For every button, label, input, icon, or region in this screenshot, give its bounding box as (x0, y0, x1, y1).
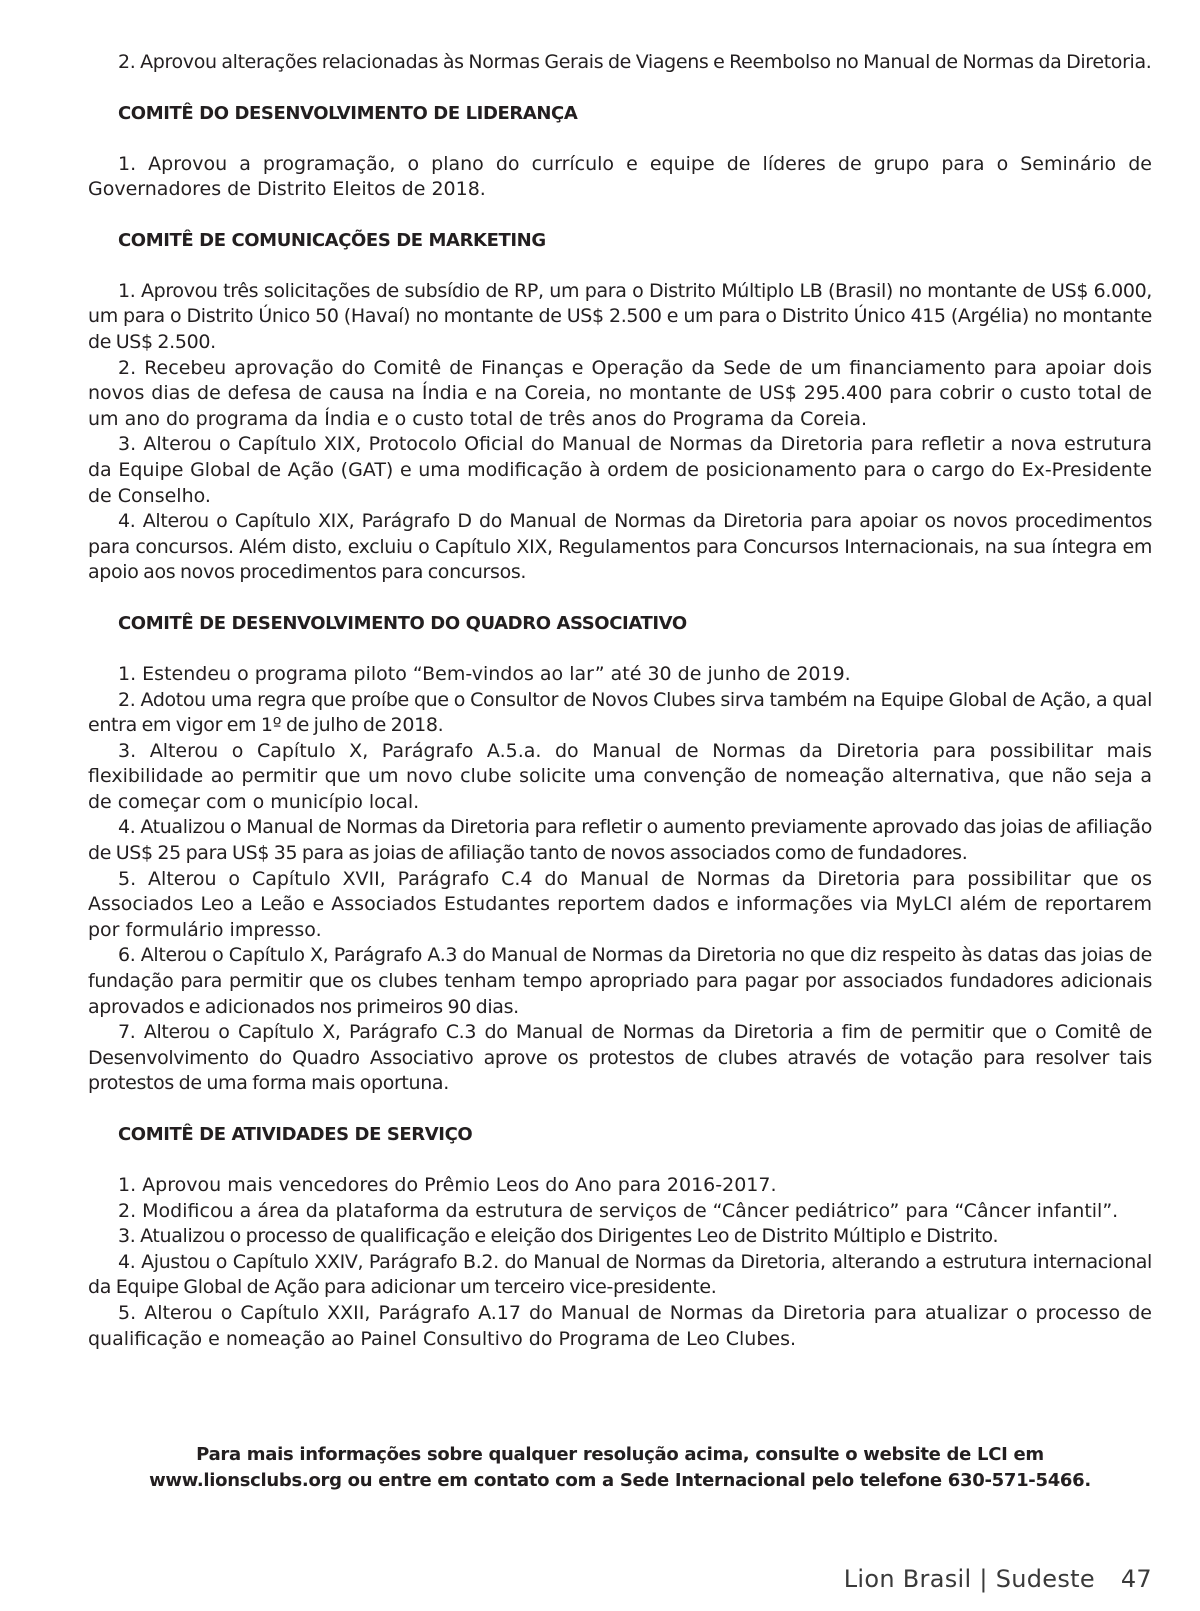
marketing-item-4: 4. Alterou o Capítulo XIX, Parágrafo D do Manual de Normas da Diretoria para apoiar os novos procedimentos para concursos. Além disto, excluiu o Capítulo XIX, Regulamentos para Concursos Internacionais, na sua íntegra em apoio aos novos procedimentos para concursos. (88, 510, 1152, 584)
page-footer (844, 1565, 1152, 1593)
section-title-lideranca: COMITÊ DO DESENVOLVIMENTO DE LIDERANÇA (118, 102, 578, 124)
document-body (88, 50, 1152, 1352)
marketing-item-2: 2. Recebeu aprovação do Comitê de Finanças e Operação da Sede de um financiamento para apoiar dois novos dias de defesa de causa na Índia e na Coreia, no montante de US$ 295.400 para cobrir o custo total de um ano do programa da Índia e o custo total de três anos do Programa da Coreia. (88, 356, 1152, 430)
servico-item-3: 3. Atualizou o processo de qualificação e eleição dos Dirigentes Leo de Distrito Múltiplo e Distrito. (118, 1225, 999, 1248)
section-title-quadro: COMITÊ DE DESENVOLVIMENTO DO QUADRO ASSOCIATIVO (118, 612, 687, 634)
servico-item-1: 1. Aprovou mais vencedores do Prêmio Leos do Ano para 2016-2017. (118, 1174, 777, 1196)
publication-name: Lion Brasil | Sudeste (843, 1565, 1095, 1593)
servico-item-2: 2. Modificou a área da plataforma da estrutura de serviços de “Câncer pediátrico” para “Câncer infantil”. (118, 1199, 1119, 1222)
quadro-item-4: 4. Atualizou o Manual de Normas da Diretoria para refletir o aumento previamente aprovado das joias de afiliação de US$ 25 para US$ 35 para as joias de afiliação tanto de novos associados como de fundadores. (88, 816, 1152, 865)
contact-note-line-1: Para mais informações sobre qualquer resolução acima, consulte o website de LCI em (196, 1444, 1044, 1465)
intro-item-2: 2. Aprovou alterações relacionadas às Normas Gerais de Viagens e Reembolso no Manual de Normas da Diretoria. (118, 51, 1152, 73)
section-title-servico: COMITÊ DE ATIVIDADES DE SERVIÇO (118, 1124, 473, 1145)
section-title-marketing: COMITÊ DE COMUNICAÇÕES DE MARKETING (118, 229, 546, 251)
contact-note (88, 1442, 1152, 1494)
quadro-item-7: 7. Alterou o Capítulo X, Parágrafo C.3 do Manual de Normas da Diretoria a fim de permitir que o Comitê de Desenvolvimento do Quadro Associativo aprove os protestos de clubes através de votação para resolver tais protestos de uma forma mais oportuna. (88, 1021, 1152, 1095)
marketing-item-1: 1. Aprovou três solicitações de subsídio de RP, um para o Distrito Múltiplo LB (Brasil) no montante de US$ 6.000, um para o Distrito Único 50 (Havaí) no montante de US$ 2.500 e um para o Distrito Único 415 (Argélia) no montante de US$ 2.500. (88, 279, 1152, 353)
lideranca-item-1: 1. Aprovou a programação, o plano do currículo e equipe de líderes de grupo para o Seminário de Governadores de Distrito Eleitos de 2018. (88, 152, 1152, 201)
quadro-item-3: 3. Alterou o Capítulo X, Parágrafo A.5.a. do Manual de Normas da Diretoria para possibilitar mais flexibilidade ao permitir que um novo clube solicite uma convenção de nomeação alternativa, que não seja a de começar com o município local. (88, 739, 1152, 813)
servico-item-5: 5. Alterou o Capítulo XXII, Parágrafo A.17 do Manual de Normas da Diretoria para atualizar o processo de qualificação e nomeação ao Painel Consultivo do Programa de Leo Clubes. (88, 1301, 1152, 1350)
servico-item-4: 4. Ajustou o Capítulo XXIV, Parágrafo B.2. do Manual de Normas da Diretoria, alterando a estrutura internacional da Equipe Global de Ação para adicionar um terceiro vice-presidente. (88, 1250, 1152, 1299)
page-number: 47 (1120, 1565, 1152, 1593)
quadro-item-5: 5. Alterou o Capítulo XVII, Parágrafo C.4 do Manual de Normas da Diretoria para possibilitar que os Associados Leo a Leão e Associados Estudantes reportem dados e informações via MyLCI além de reportarem por formulário impresso. (88, 867, 1152, 941)
quadro-item-6: 6. Alterou o Capítulo X, Parágrafo A.3 do Manual de Normas da Diretoria no que diz respeito às datas das joias de fundação para permitir que os clubes tenham tempo apropriado para pagar por associados fundadores adicionais aprovados e adicionados nos primeiros 90 dias. (88, 944, 1152, 1018)
contact-note-line-2: www.lionsclubs.org ou entre em contato com a Sede Internacional pelo telefone 630-571-5466. (149, 1470, 1091, 1491)
quadro-item-2: 2. Adotou uma regra que proíbe que o Consultor de Novos Clubes sirva também na Equipe Global de Ação, a qual entra em vigor em 1º de julho de 2018. (88, 688, 1152, 737)
marketing-item-3: 3. Alterou o Capítulo XIX, Protocolo Oficial do Manual de Normas da Diretoria para refletir a nova estrutura da Equipe Global de Ação (GAT) e uma modificação à ordem de posicionamento para o cargo do Ex-Presidente de Conselho. (88, 433, 1152, 507)
quadro-item-1: 1. Estendeu o programa piloto “Bem-vindos ao lar” até 30 de junho de 2019. (118, 662, 851, 685)
